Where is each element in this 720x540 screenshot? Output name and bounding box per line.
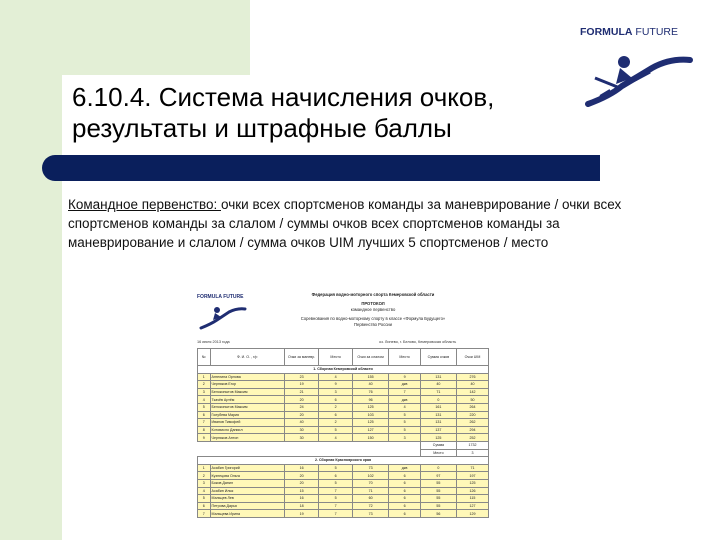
- table-cell: 264: [456, 403, 488, 411]
- table-cell: 9: [198, 434, 211, 442]
- table-cell: 70: [352, 479, 388, 487]
- table-cell: 125: [456, 479, 488, 487]
- table-row: [198, 419, 489, 427]
- table-cell: 60: [352, 495, 388, 503]
- table-cell: 131: [420, 373, 456, 381]
- table-cell: Ткачёв Артём: [210, 396, 284, 404]
- table-cell: 262: [456, 419, 488, 427]
- table-cell: дкв: [389, 396, 421, 404]
- table-cell: 102: [352, 472, 388, 480]
- table-row: [198, 472, 489, 480]
- table-cell: 6: [389, 502, 421, 510]
- table-cell: 294: [456, 426, 488, 434]
- table-cell: дкв: [389, 381, 421, 389]
- table-cell: 5: [198, 495, 211, 503]
- table-cell: Асабин Илья: [210, 487, 284, 495]
- table-cell: Асабин Григорий: [210, 464, 284, 472]
- table-cell: 6: [319, 411, 352, 419]
- table-cell: 127: [456, 502, 488, 510]
- table-cell: 6: [389, 479, 421, 487]
- table-body: [198, 366, 489, 518]
- table-cell: 76: [352, 388, 388, 396]
- table-cell: 276: [456, 373, 488, 381]
- table-cell: 7: [319, 510, 352, 518]
- table-cell: 71: [420, 388, 456, 396]
- doc-logo-name: FORMULA FUTURE: [197, 294, 244, 300]
- table-cell: 220: [456, 411, 488, 419]
- table-cell: 7: [198, 419, 211, 427]
- table-cell: 9: [319, 381, 352, 389]
- table-cell: 3: [319, 388, 352, 396]
- table-row: [198, 487, 489, 495]
- col-header: Сумма очков: [420, 349, 456, 366]
- slide-title-line2: результаты и штрафные баллы: [72, 113, 452, 143]
- table-cell: 3: [198, 388, 211, 396]
- total-label: Место: [420, 449, 456, 457]
- table-cell: 97: [420, 472, 456, 480]
- table-cell: Мальцева Ирина: [210, 510, 284, 518]
- table-cell: 18: [284, 502, 319, 510]
- table-row: [198, 381, 489, 389]
- table-cell: 6: [389, 510, 421, 518]
- table-cell: 2: [198, 381, 211, 389]
- table-cell: 5: [319, 495, 352, 503]
- table-cell: Кузнецова Ольга: [210, 472, 284, 480]
- section-title: 1. Сборная Кемеровской области: [198, 366, 489, 374]
- table-cell: 115: [456, 495, 488, 503]
- col-header: №: [198, 349, 211, 366]
- table-cell: 129: [456, 510, 488, 518]
- title-underline-bar: [42, 155, 600, 181]
- table-cell: Котовисло Даниил: [210, 426, 284, 434]
- table-cell: 21: [284, 388, 319, 396]
- table-cell: 161: [420, 403, 456, 411]
- doc-subtitle: Соревнования по водно-моторному спорту в классе «Формула Будущего»: [300, 316, 446, 321]
- boat-logo-icon: [580, 38, 695, 108]
- table-cell: 125: [352, 419, 388, 427]
- table-row: [198, 479, 489, 487]
- table-cell: Петрова Дарья: [210, 502, 284, 510]
- decor-top-band: [0, 0, 250, 75]
- doc-date: 16 июля 2013 года: [197, 340, 230, 344]
- table-cell: 2: [319, 419, 352, 427]
- doc-boat-icon: [197, 300, 247, 330]
- table-cell: 137: [420, 426, 456, 434]
- table-cell: 6: [198, 502, 211, 510]
- table-cell: 6: [389, 495, 421, 503]
- table-cell: 125: [420, 434, 456, 442]
- protocol-table: [197, 348, 489, 518]
- table-cell: 5: [389, 411, 421, 419]
- brand-name: [580, 26, 710, 38]
- doc-heading2: командное первенство: [350, 307, 396, 312]
- table-cell: 20: [284, 479, 319, 487]
- table-cell: Иванов Тимофей: [210, 419, 284, 427]
- total-value: 1732: [456, 441, 488, 449]
- col-header: Очки за слалом: [352, 349, 388, 366]
- total-row: [198, 441, 489, 449]
- table-cell: 5: [319, 426, 352, 434]
- table-cell: Ангелина Орлова: [210, 373, 284, 381]
- table-cell: 3: [198, 479, 211, 487]
- table-section-row: [198, 457, 489, 465]
- table-cell: 40: [352, 381, 388, 389]
- table-cell: 6: [389, 487, 421, 495]
- table-cell: 5: [319, 479, 352, 487]
- table-cell: 127: [352, 426, 388, 434]
- table-cell: 4: [319, 373, 352, 381]
- table-cell: 30: [284, 434, 319, 442]
- doc-logo: [197, 294, 257, 335]
- slide-title: [72, 82, 572, 144]
- table-cell: 6: [389, 472, 421, 480]
- table-cell: 1: [198, 373, 211, 381]
- table-cell: 40: [284, 419, 319, 427]
- table-cell: Черняков Антон: [210, 434, 284, 442]
- table-cell: 56: [420, 510, 456, 518]
- brand-logo: [580, 26, 710, 113]
- table-cell: 55: [420, 502, 456, 510]
- protocol-document: [193, 284, 493, 514]
- table-cell: 7: [319, 487, 352, 495]
- spacer-cell: [198, 441, 421, 449]
- table-cell: 9: [389, 373, 421, 381]
- table-cell: Черняков Егор: [210, 381, 284, 389]
- table-cell: 197: [456, 472, 488, 480]
- body-underlined: Командное первенство:: [68, 197, 221, 212]
- table-cell: 73: [352, 464, 388, 472]
- table-row: [198, 510, 489, 518]
- total-value: 3: [456, 449, 488, 457]
- table-cell: 150: [352, 434, 388, 442]
- table-cell: 5: [319, 464, 352, 472]
- table-cell: 2: [198, 472, 211, 480]
- table-row: [198, 388, 489, 396]
- table-cell: 7: [319, 502, 352, 510]
- doc-org: Федерация водно-моторного спорта Кемеровской области: [311, 292, 435, 297]
- table-row: [198, 434, 489, 442]
- table-cell: 71: [456, 464, 488, 472]
- table-row: [198, 373, 489, 381]
- table-cell: 20: [284, 472, 319, 480]
- table-cell: 8: [198, 426, 211, 434]
- table-cell: Белокопытов Максим: [210, 388, 284, 396]
- table-cell: 19: [284, 381, 319, 389]
- table-cell: 40: [456, 381, 488, 389]
- table-cell: 16: [284, 495, 319, 503]
- doc-heading: [263, 292, 483, 328]
- slide-title-line1: 6.10.4. Система начисления очков,: [72, 82, 495, 112]
- table-cell: 23: [284, 373, 319, 381]
- table-cell: 6: [198, 411, 211, 419]
- table-cell: 55: [420, 479, 456, 487]
- table-row: [198, 502, 489, 510]
- table-cell: дкв: [389, 464, 421, 472]
- table-cell: 0: [420, 396, 456, 404]
- table-cell: 131: [420, 419, 456, 427]
- body-rest: очки всех спортсменов команды за маневрирование / очки всех спортсменов команды за слалом / суммы очков всех спортсменов команды за маневрирование и слалом / сумма очков UIM лучших 5 спортсменов / место: [68, 197, 622, 250]
- doc-heading1: ПРОТОКОЛ: [361, 301, 385, 306]
- table-cell: 3: [389, 434, 421, 442]
- table-cell: 4: [198, 396, 211, 404]
- table-header-row: [198, 349, 489, 366]
- table-cell: Мальцев Лев: [210, 495, 284, 503]
- table-row: [198, 464, 489, 472]
- table-row: [198, 426, 489, 434]
- decor-left-band: [0, 75, 62, 540]
- table-cell: 73: [352, 510, 388, 518]
- table-section-row: [198, 366, 489, 374]
- table-cell: 4: [389, 403, 421, 411]
- col-header: Ф. И. О. , г/р: [210, 349, 284, 366]
- body-paragraph: [68, 195, 668, 252]
- table-cell: 0: [420, 464, 456, 472]
- table-cell: 19: [284, 510, 319, 518]
- table-cell: 4: [198, 487, 211, 495]
- table-cell: 40: [420, 381, 456, 389]
- table-cell: 6: [319, 396, 352, 404]
- table-cell: 4: [319, 434, 352, 442]
- table-cell: 6: [319, 472, 352, 480]
- table-cell: 7: [198, 510, 211, 518]
- table-cell: 72: [352, 502, 388, 510]
- table-cell: 5: [389, 419, 421, 427]
- table-cell: 155: [352, 373, 388, 381]
- table-cell: 20: [284, 411, 319, 419]
- table-cell: 55: [420, 487, 456, 495]
- doc-place: оз. Линево, г. Белово, Кемеровская область: [379, 340, 457, 344]
- table-cell: Боков Данил: [210, 479, 284, 487]
- total-label: Сумма: [420, 441, 456, 449]
- table-cell: 7: [389, 388, 421, 396]
- table-row: [198, 396, 489, 404]
- table-cell: 16: [284, 464, 319, 472]
- col-header: Место: [319, 349, 352, 366]
- table-cell: 96: [352, 396, 388, 404]
- place-row: [198, 449, 489, 457]
- doc-subtitle2: Первенство России: [354, 322, 392, 327]
- table-cell: 71: [352, 487, 388, 495]
- table-cell: 55: [420, 495, 456, 503]
- table-cell: Белокопытов Максим: [210, 403, 284, 411]
- col-header: Очки UIM: [456, 349, 488, 366]
- col-header: Очки за маневр.: [284, 349, 319, 366]
- table-cell: 103: [352, 411, 388, 419]
- table-cell: 24: [284, 403, 319, 411]
- section-title: 2. Сборная Красноярского края: [198, 457, 489, 465]
- brand-name-thin: FUTURE: [632, 26, 678, 38]
- table-cell: Голубева Мария: [210, 411, 284, 419]
- table-cell: 126: [456, 487, 488, 495]
- spacer-cell: [198, 449, 421, 457]
- table-cell: 1: [198, 464, 211, 472]
- table-cell: 131: [420, 411, 456, 419]
- table-cell: 125: [352, 403, 388, 411]
- brand-name-bold: FORMULA: [580, 26, 633, 38]
- table-cell: 2: [319, 403, 352, 411]
- table-row: [198, 411, 489, 419]
- table-cell: 252: [456, 434, 488, 442]
- col-header: Место: [389, 349, 421, 366]
- table-row: [198, 495, 489, 503]
- table-cell: 20: [284, 396, 319, 404]
- table-row: [198, 403, 489, 411]
- table-cell: 142: [456, 388, 488, 396]
- table-cell: 5: [389, 426, 421, 434]
- table-cell: 15: [284, 487, 319, 495]
- table-cell: 30: [284, 426, 319, 434]
- table-cell: 5: [198, 403, 211, 411]
- table-cell: 50: [456, 396, 488, 404]
